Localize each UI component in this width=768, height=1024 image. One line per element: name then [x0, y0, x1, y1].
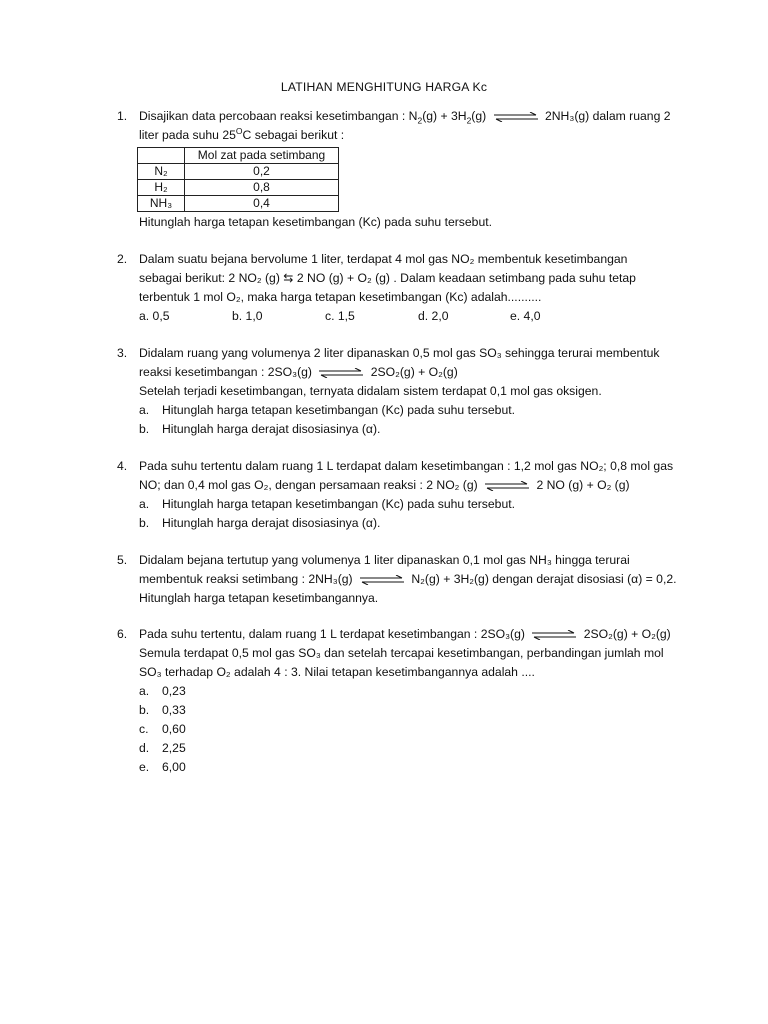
table-row: N₂ 0,2: [138, 164, 339, 180]
question-1-line-2: liter pada suhu $25^OC$ sebagai berikut :: [139, 125, 345, 142]
question-3-line-1: Didalam ruang yang volumenya 2 liter dipanaskan 0,5 mol gas SO₃ sehingga terurai membentuk: [139, 346, 660, 360]
question-1-text-pre: Disajikan data percobaan reaksi kesetimbangan : N: [139, 109, 418, 123]
equilibrium-arrow-icon: [494, 112, 538, 122]
option-b: b. 0,33: [139, 703, 186, 717]
option-a: a. 0,5: [139, 309, 170, 323]
question-number: 5.: [117, 553, 128, 567]
question-3-line-3: Setelah terjadi kesetimbangan, ternyata didalam sistem terdapat 0,1 mol gas oksigen.: [139, 384, 602, 398]
question-1-text-post: 2NH₃(g) dalam ruang 2: [544, 109, 671, 123]
option-c: c. 0,60: [139, 722, 186, 736]
equilibrium-arrow-icon: [319, 368, 363, 378]
sub-question-a: a. Hitunglah harga tetapan kesetimbangan (Kc) pada suhu tersebut.: [139, 403, 515, 417]
worksheet-title: LATIHAN MENGHITUNG HARGA Kc: [280, 80, 488, 94]
option-e: e. 6,00: [139, 760, 186, 774]
table-row: NH₃ 0,4: [138, 196, 339, 212]
equilibrium-arrow-icon: [532, 630, 576, 640]
question-2-line-3: terbentuk 1 mol O₂, maka harga tetapan kesetimbangan (Kc) adalah..........: [139, 290, 542, 304]
question-number: 1.: [117, 109, 128, 123]
option-b: b. 1,0: [232, 309, 263, 323]
question-6-line-3: SO₃ terhadap O₂ adalah 4 : 3. Nilai tetapan kesetimbangannya adalah ....: [139, 665, 535, 679]
question-3-line-2: reaksi kesetimbangan : 2SO₃(g) 2SO₂(g) + O₂(g): [139, 365, 458, 379]
option-d: d. 2,0: [418, 309, 449, 323]
question-1-footer: Hitunglah harga tetapan kesetimbangan (Kc) pada suhu tersebut.: [139, 215, 492, 229]
option-c: c. 1,5: [325, 309, 355, 323]
question-number: 2.: [117, 252, 128, 266]
question-6-line-1: Pada suhu tertentu, dalam ruang 1 L terdapat kesetimbangan : 2SO₃(g) 2SO₂(g) + O₂(g): [139, 627, 671, 641]
sub-question-a: a. Hitunglah harga tetapan kesetimbangan (Kc) pada suhu tersebut.: [139, 497, 515, 511]
question-number: 3.: [117, 346, 128, 360]
equilibrium-arrow-icon: [360, 575, 404, 585]
table-row: H₂ 0,8: [138, 180, 339, 196]
question-4-line-2: NO; dan 0,4 mol gas O₂, dengan persamaan reaksi : 2 NO₂ (g) 2 NO (g) + O₂ (g): [139, 478, 630, 492]
question-6-line-2: Semula terdapat 0,5 mol gas SO₃ dan setelah tercapai kesetimbangan, perbandingan jumlah mol: [139, 646, 664, 660]
table-header-empty: [138, 148, 185, 164]
sub-question-b: b. Hitunglah harga derajat disosiasinya (α).: [139, 422, 381, 436]
mole-table: [137, 147, 339, 212]
option-a: a. 0,23: [139, 684, 186, 698]
question-number: 6.: [117, 627, 128, 641]
question-2-line-1: Dalam suatu bejana bervolume 1 liter, terdapat 4 mol gas NO₂ membentuk kesetimbangan: [139, 252, 628, 266]
question-5-line-1: Didalam bejana tertutup yang volumenya 1 liter dipanaskan 0,1 mol gas NH₃ hingga terurai: [139, 553, 630, 567]
option-e: e. 4,0: [510, 309, 541, 323]
option-d: d. 2,25: [139, 741, 186, 755]
question-2-options: [117, 307, 709, 326]
question-2-line-2: sebagai berikut: 2 NO₂ (g) ⇆ 2 NO (g) + O₂ (g) . Dalam keadaan setimbang pada suhu tetap: [139, 271, 636, 285]
sub-question-b: b. Hitunglah harga derajat disosiasinya (α).: [139, 516, 381, 530]
question-1-line-1: Disajikan data percobaan reaksi kesetimbangan : $N_2(g) + 3H_2(g)$ 2NH₃(g) dalam ruang 2: [139, 109, 671, 126]
question-number: 4.: [117, 459, 128, 473]
question-5-line-3: Hitunglah harga tetapan kesetimbangannya.: [139, 591, 379, 605]
question-5-line-2: membentuk reaksi setimbang : 2NH₃(g) N₂(g) + 3H₂(g) dengan derajat disosiasi (α) = 0,2.: [139, 572, 677, 586]
equilibrium-arrow-icon: [485, 481, 529, 491]
table-header: Mol zat pada setimbang: [185, 148, 339, 164]
question-4-line-1: Pada suhu tertentu dalam ruang 1 L terdapat dalam kesetimbangan : 1,2 mol gas NO₂; 0,8 mol gas: [139, 459, 674, 473]
